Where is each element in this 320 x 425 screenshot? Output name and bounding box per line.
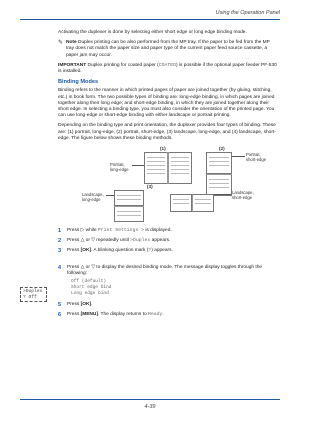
option-short-edge: Short edge bind [71,285,112,291]
label-portrait-long-edge: Portrait, long-edge [110,162,129,173]
step-5 [58,302,278,308]
step-text: Press [67,238,81,244]
label-landscape-long-edge: Landscape, long-edge [82,192,104,203]
label-portrait-short-edge: Portrait, short-edge [246,152,267,163]
ok-key-label: [OK] [80,301,91,307]
step-text: Press [67,311,81,317]
step-text: Press [67,264,81,270]
step-text: . A blinking question mark ( [91,248,149,254]
step-text: repeatedly until [94,238,131,244]
step-display-text: Print Settings > [97,228,144,234]
step-number: 1 [58,228,62,235]
step-number: 2 [58,238,62,245]
right-arrow-key-icon: ▷ [80,228,85,234]
step-display-text: >Duplex [130,238,151,244]
note-label: Note [66,40,77,46]
footer-rule [20,399,280,400]
step-text: or [84,238,92,244]
important-code: COATED [158,62,176,68]
binding-modes-figure [58,146,278,222]
ok-key-label: [OK] [80,248,91,254]
important-text-2: ) is possible if the optional paper feeder PF-530 is installed. [58,62,277,75]
step-text: while [84,228,98,234]
step-4 [58,265,278,298]
lcd-line-2: ? Off [23,294,37,300]
binding-options-list [71,279,278,298]
down-arrow-key-icon: ▽ [91,238,95,244]
note-pencil-icon: ✎ [58,40,64,47]
section-heading: Binding Modes [58,79,99,86]
step-1 [58,228,278,234]
down-arrow-key-icon: ▽ [91,264,95,270]
steps-list [58,228,278,318]
note-text: Duplex printing can be also performed from the MP tray. If the paper to be fed from the MP tray does not match the paper size and paper type of the current paper feed source cassette, a paper jam may occur. [66,40,270,58]
figure-num-3: (3) [147,184,153,190]
step-text: is displayed. [143,228,172,234]
step-display-text: ? [148,248,152,254]
up-arrow-key-icon: △ [80,238,85,244]
figure-num-2: (2) [219,146,225,152]
option-long-edge: Long edge bind [71,291,109,297]
intro-paragraph: Activating the duplexer is done by selecting either short edge or long edge binding mode. [58,30,247,35]
step-text: . [162,311,164,317]
up-arrow-key-icon: △ [80,264,85,270]
step-text: or [84,264,92,270]
step-number: 5 [58,301,62,308]
step-number: 4 [58,264,62,271]
step-6 [58,312,278,318]
step-text: . The display returns to [97,311,148,317]
important-paragraph [58,63,278,75]
running-header: Using the Operation Panel [215,10,280,16]
menu-key-label: [MENU] [80,311,98,317]
step-text: ) appears. [151,248,173,254]
option-off: Off (default) [71,279,107,285]
binding-paragraph-1: Binding refers to the manner in which printed pages of paper are joined together (by gluing, stitching, etc.) in book form. The two possible types of binding are: long-edge binding, in which pages are joined together along their long edge; and short-edge binding, in which they are joined together along their short edge. In selecting a binding type, you must also consider the orientation of the printed page. You can use long-edge or short-edge binding with either landscape or portrait printing. [58,88,275,119]
step-text: to display the desired binding mode. The message display toggles through the following: [67,264,263,276]
page-number: 4-39 [144,404,156,410]
label-landscape-short-edge: Landscape, short-edge [232,190,254,201]
note-block [58,40,278,59]
lcd-line-1: >Duplex [23,289,43,294]
binding-paragraph-2: Depending on the binding type and print orientation, the duplexer provides four types of binding. These are: (1) portrait, long-edge, (2) portrait, short-edge, (3) landscape, long-edge, and (4) landscape, short-edge. The figure below shows these binding methods. [58,123,276,141]
step-text: Press [67,228,81,234]
important-text-1: Duplex printing for coated paper ( [87,62,159,68]
page-content [58,30,278,322]
step-text: appears. [150,238,171,244]
step-3 [58,248,278,254]
step-number: 6 [58,311,62,318]
step-display-text: Ready [147,311,163,317]
step-2 [58,238,278,244]
step-text: Press [67,301,81,307]
step-text: . [91,301,93,307]
header-rule [20,19,280,20]
lcd-display [20,287,47,302]
step-number: 3 [58,248,62,255]
important-label: IMPORTANT [58,62,87,68]
figure-num-1: (1) [160,146,166,152]
step-text: Press [67,248,81,254]
